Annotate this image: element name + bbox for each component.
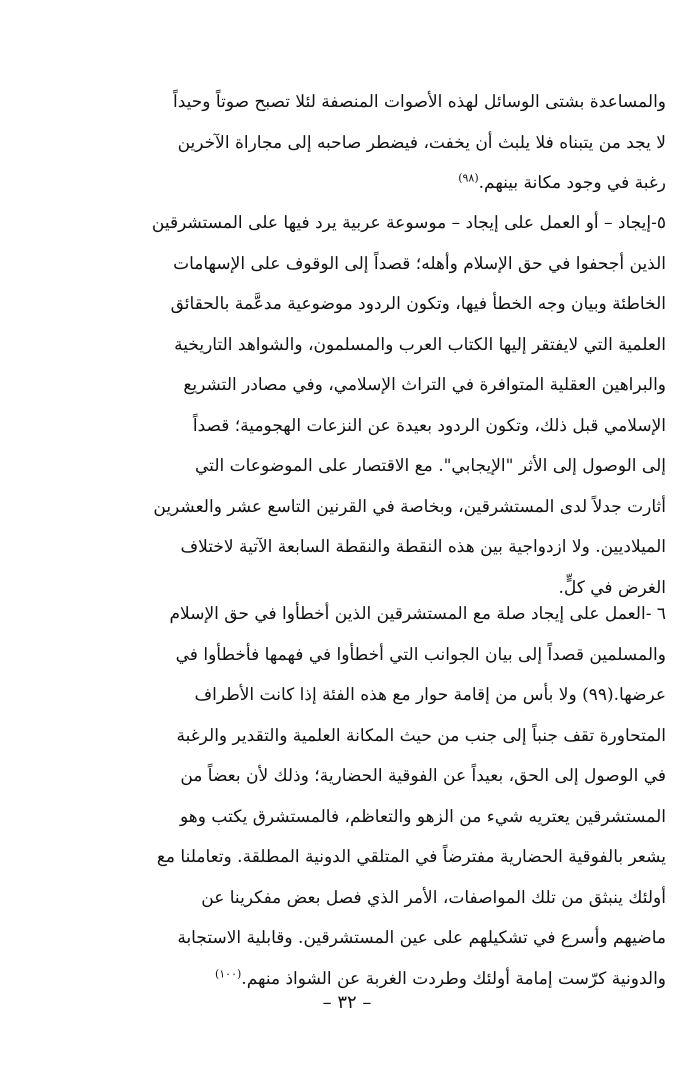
text-line: الذين أجحفوا في حق الإسلام وأهله؛ قصداً إلى الوقوف على الإسهامات — [173, 253, 666, 274]
text-line: يشعر بالفوقية الحضارية مفترضاً في المتلقي الدونية المطلقة. وتعاملنا مع — [156, 847, 666, 867]
page-number: – ٣٢ – — [322, 992, 372, 1013]
text-line: المستشرقين يعتريه شيء من الزهو والتعاظم، فالمستشرق يكتب وهو — [180, 806, 666, 827]
list-item-5 — [28, 203, 666, 608]
footnote-marker: (١٠٠) — [214, 966, 242, 980]
text-line: أولئك ينبثق من تلك المواصفات، الأمر الذي فصل بعض مفكرينا عن — [201, 887, 666, 908]
text-line: في الوصول إلى الحق، بعيداً عن الفوقية الحضارية؛ وذلك لأن بعضاً من — [180, 766, 666, 786]
text-line: الإسلامي قبل ذلك، وتكون الردود بعيدة عن النزعات الهجومية؛ قصداً — [192, 415, 666, 436]
text-line: والمساعدة بشتى الوسائل لهذه الأصوات المنصفة لئلا تصبح صوتاً وحيداً — [173, 92, 666, 112]
paragraph-continuation — [28, 82, 666, 204]
text-line: الميلاديين. ولا ازدواجية بين هذه النقطة والنقطة السابعة الآتية لاختلاف — [180, 537, 666, 557]
text-line: عرضها.(٩٩) ولا بأس من إقامة حوار مع هذه الفئة إذا كانت الأطراف — [194, 685, 666, 705]
text-line: الخاطئة وبيان وجه الخطأ فيها، وتكون الردود موضوعية مدعَّمة بالحقائق — [170, 294, 666, 314]
text-line: إلى الوصول إلى الأثر "الإيجابي". مع الاقتصار على الموضوعات التي — [195, 456, 666, 476]
text-line: الغرض في كلٍّ. — [558, 577, 666, 598]
text-line: لا يجد من يتبناه فلا يلبث أن يخفت، فيضطر صاحبه إلى مجاراة الآخرين — [177, 132, 666, 153]
text-line: ٥-إيجاد – أو العمل على إيجاد – موسوعة عربية يرد فيها على المستشرقين — [151, 213, 666, 233]
text-line — [28, 163, 666, 204]
text-line: العلمية التي لايفتقر إليها الكتاب العرب والمسلمون، والشواهد التاريخية — [174, 334, 666, 355]
text-line: والبراهين العقلية المتوافرة في التراث الإسلامي، وفي مصادر التشريع — [183, 375, 666, 395]
text-line: أثارت جدلاً لدى المستشرقين، وبخاصة في القرنين التاسع عشر والعشرين — [153, 496, 666, 517]
text-line-content: والدونية كرّست إمامة أولئك وطردت الغربة عن الشواذ منهم. — [241, 968, 666, 989]
text-line: المتحاورة تقف جنباً إلى جنب من حيث المكانة العلمية والتقدير والرغبة — [176, 725, 666, 746]
text-line: ٦ -العمل على إيجاد صلة مع المستشرقين الذين أخطأوا في حق الإسلام — [169, 604, 666, 624]
list-item-6 — [28, 594, 666, 999]
footnote-marker: (٩٨) — [458, 171, 479, 185]
text-line: والمسلمين قصداً إلى بيان الجوانب التي أخطأوا في فهمها فأخطأوا في — [175, 644, 666, 665]
text-line-content: رغبة في وجود مكانة بينهم. — [478, 173, 666, 193]
text-line: ماضيهم وأسرع في تشكيلهم على عين المستشرقين. وقابلية الاستجابة — [177, 928, 666, 948]
